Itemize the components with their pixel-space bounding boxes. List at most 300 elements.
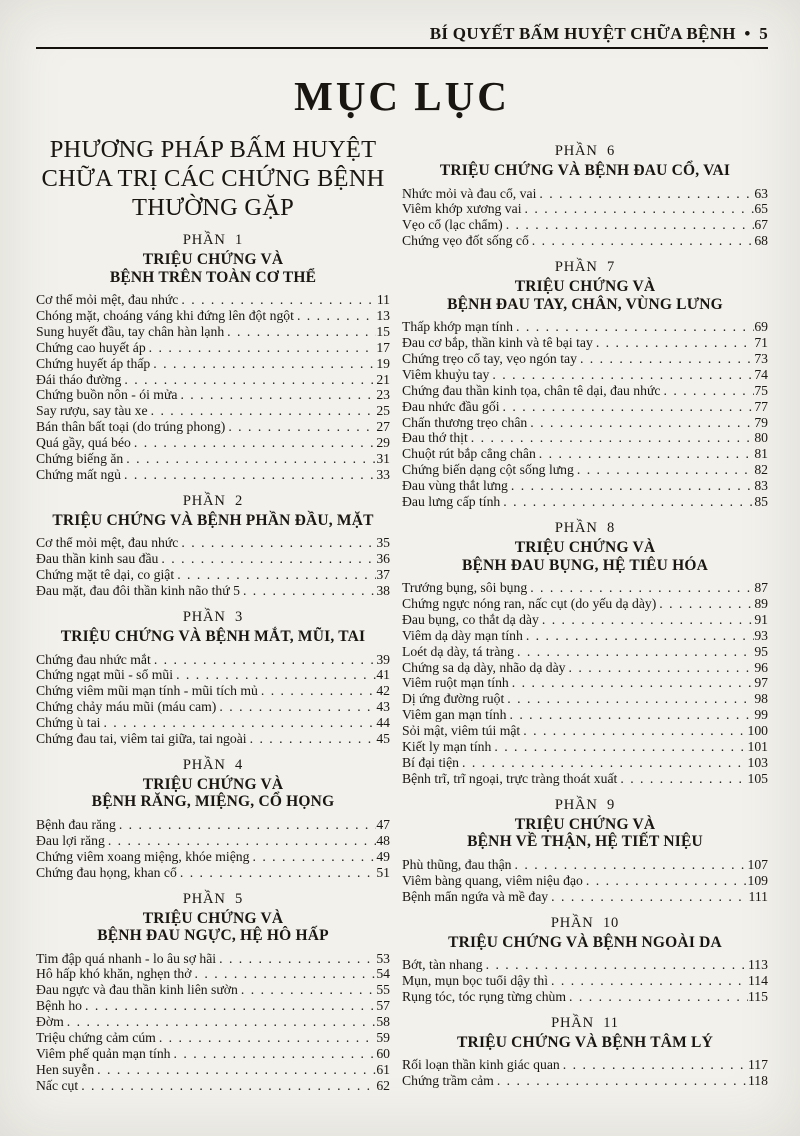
toc-entry-label: Chứng biến dạng cột sống lưng	[402, 462, 574, 478]
toc-entry-page: 21	[376, 371, 390, 387]
dot-leader	[177, 567, 376, 583]
toc-entry-label: Bệnh mẩn ngứa và mề đay	[402, 888, 549, 904]
dot-leader	[471, 430, 755, 446]
dot-leader	[506, 217, 755, 233]
part-label: PHẦN 5	[182, 890, 244, 907]
dot-leader	[530, 415, 754, 431]
toc-section	[402, 1015, 768, 1089]
toc-entry-label: Bán thân bất toại (do trúng phong)	[36, 419, 226, 435]
toc-columns	[36, 133, 768, 1094]
toc-section	[402, 797, 768, 905]
dot-leader	[124, 467, 376, 483]
toc-entry	[36, 731, 390, 747]
toc-entry-label: Sung huyết đầu, tay chân hàn lạnh	[36, 323, 225, 339]
toc-entry-label: Hen suyễn	[36, 1061, 95, 1077]
toc-entry-label: Mụn, mụn bọc tuổi dậy thì	[402, 972, 548, 988]
toc-entry-page: 100	[747, 723, 768, 739]
dot-leader	[241, 982, 376, 998]
dot-leader	[530, 580, 754, 596]
part-label: PHẦN 4	[182, 756, 244, 773]
dot-leader	[659, 596, 754, 612]
toc-entry-page: 103	[747, 754, 768, 770]
toc-entry	[402, 233, 768, 249]
section-title	[402, 162, 768, 180]
intro-heading	[36, 135, 390, 222]
toc-entry-page: 73	[754, 350, 768, 366]
toc-entry	[402, 973, 768, 989]
dot-leader	[515, 857, 748, 873]
section-title	[36, 910, 390, 945]
toc-section	[402, 143, 768, 249]
toc-entry-label: Cơ thể mỏi mệt, đau nhức	[36, 292, 179, 307]
toc-entry-page: 35	[376, 535, 390, 551]
dot-leader	[569, 989, 748, 1005]
toc-entry-label: Dị ứng đường ruột	[402, 691, 505, 707]
toc-entry	[36, 833, 390, 849]
toc-entry-label: Chứng chảy máu mũi (máu cam)	[36, 699, 217, 715]
toc-entry-page: 85	[754, 494, 768, 510]
toc-entry-page: 63	[754, 185, 768, 201]
toc-section	[402, 259, 768, 510]
section-title-line: TRIỆU CHỨNG VÀ	[514, 815, 656, 833]
toc-entry-page: 69	[754, 319, 768, 335]
toc-entry-page: 82	[754, 462, 768, 478]
dot-leader	[67, 1014, 377, 1030]
section-title	[36, 776, 390, 811]
toc-entry-label: Chứng ngực nóng ran, nấc cụt (do yếu dạ dày)	[402, 595, 657, 611]
toc-entry	[36, 551, 390, 567]
toc-entry-page: 11	[376, 292, 390, 307]
toc-entry-page: 97	[754, 675, 768, 691]
toc-entry-label: Bệnh trĩ, trĩ ngoại, trực tràng thoát xuất	[402, 770, 618, 786]
toc-entry-label: Nấc cụt	[36, 1077, 79, 1093]
dot-leader	[252, 849, 376, 865]
dot-leader	[124, 372, 376, 388]
dot-leader	[261, 683, 376, 699]
toc-entry	[36, 435, 390, 451]
dot-leader	[219, 951, 376, 967]
dot-leader	[539, 186, 754, 202]
toc-entry-label: Viêm bàng quang, viêm niệu đạo	[402, 872, 583, 888]
section-title-line: TRIỆU CHỨNG VÀ	[514, 278, 656, 296]
dot-leader	[108, 833, 377, 849]
toc-entry	[36, 372, 390, 388]
toc-entry-page: 51	[376, 864, 390, 880]
dot-leader	[525, 201, 755, 217]
toc-entry-label: Hô hấp khó khăn, nghẹn thở	[36, 966, 192, 982]
toc-entry-label: Chứng viêm mũi mạn tính - mũi tích mủ	[36, 683, 258, 699]
toc-entry	[402, 415, 768, 431]
toc-entry-page: 19	[376, 355, 390, 371]
dot-leader	[497, 1073, 748, 1089]
toc-entry-page: 114	[747, 972, 768, 988]
toc-entry-page: 67	[754, 217, 768, 233]
dot-leader	[486, 957, 748, 973]
toc-entry-label: Bớt, tàn nhang	[402, 957, 483, 972]
toc-entry-page: 75	[754, 382, 768, 398]
section-title	[402, 934, 768, 952]
toc-entry-label: Rối loạn thần kinh giác quan	[402, 1057, 560, 1073]
dot-leader	[580, 351, 754, 367]
toc-entry-page: 55	[376, 982, 390, 998]
section-title	[36, 628, 390, 646]
toc-entry-page: 42	[376, 683, 390, 699]
toc-entry	[402, 739, 768, 755]
section-title-line: TRIỆU CHỨNG VÀ BỆNH PHẦN ĐẦU, MẶT	[52, 511, 374, 529]
toc-entry-page: 59	[376, 1030, 390, 1046]
toc-entry-label: Triệu chứng cảm cúm	[36, 1030, 156, 1046]
toc-entry	[36, 567, 390, 583]
part-label: PHẦN 1	[182, 232, 244, 248]
toc-entry	[36, 1078, 390, 1094]
dot-leader	[219, 699, 376, 715]
intro-heading-line: THƯỜNG GẶP	[132, 194, 294, 221]
toc-entry	[402, 319, 768, 335]
toc-entry	[402, 889, 768, 905]
page-title: MỤC LỤC	[294, 73, 510, 119]
toc-entry-label: Viêm phế quản mạn tính	[36, 1046, 171, 1061]
toc-entry	[402, 446, 768, 462]
toc-entry	[402, 873, 768, 889]
dot-leader	[507, 691, 754, 707]
toc-entry-page: 36	[376, 551, 390, 567]
toc-entry	[36, 387, 390, 403]
section-title	[402, 1034, 768, 1052]
toc-entry	[402, 771, 768, 787]
toc-entry	[36, 1014, 390, 1030]
dot-leader	[97, 1062, 376, 1078]
dot-leader	[664, 383, 755, 399]
toc-entry-page: 45	[376, 731, 390, 747]
dot-leader	[523, 723, 747, 739]
toc-entry	[36, 419, 390, 435]
toc-entry	[402, 596, 768, 612]
section-title-line: BỆNH ĐAU NGỰC, HỆ HÔ HẤP	[97, 927, 329, 945]
toc-entry	[36, 699, 390, 715]
dot-leader	[512, 675, 755, 691]
intro-heading-line: CHỮA TRỊ CÁC CHỨNG BỆNH	[41, 165, 385, 192]
toc-entry-label: Chuột rút bắp cẳng chân	[402, 446, 536, 462]
toc-entry	[36, 403, 390, 419]
dot-leader	[149, 340, 377, 356]
section-title-line: TRIỆU CHỨNG VÀ	[142, 251, 284, 268]
part-label: PHẦN 7	[554, 259, 616, 276]
toc-entry	[36, 324, 390, 340]
toc-entry-label: Chứng trầm cảm	[402, 1073, 494, 1089]
toc-entry-page: 43	[376, 699, 390, 715]
dot-leader	[181, 292, 376, 308]
toc-entry-label: Rụng tóc, tóc rụng từng chùm	[402, 988, 567, 1004]
toc-entry-page: 38	[376, 583, 390, 599]
dot-leader	[81, 1078, 376, 1094]
section-title	[36, 512, 390, 530]
toc-entry	[36, 583, 390, 599]
dot-leader	[494, 739, 747, 755]
part-label: PHẦN 3	[182, 609, 244, 625]
toc-entry-label: Vẹo cổ (lạc chẩm)	[402, 217, 503, 233]
dot-leader	[195, 966, 377, 982]
toc-entry-page: 54	[376, 966, 390, 982]
toc-entry	[36, 683, 390, 699]
toc-entry-label: Cơ thể mỏi mệt, đau nhức	[36, 535, 179, 551]
toc-entry	[402, 494, 768, 510]
running-header-book-title: BÍ QUYẾT BẤM HUYỆT CHỮA BỆNH	[429, 24, 736, 43]
toc-entry-page: 115	[747, 988, 768, 1004]
toc-entry	[402, 660, 768, 676]
toc-entry-label: Chứng huyết áp thấp	[36, 355, 151, 371]
part-label: PHẦN 6	[554, 143, 616, 159]
toc-entry-page: 17	[376, 339, 390, 355]
toc-entry-page: 80	[754, 430, 768, 446]
part-label: PHẦN 8	[554, 520, 616, 536]
toc-entry-page: 60	[376, 1046, 390, 1061]
toc-entry-page: 81	[754, 446, 768, 462]
toc-entry-label: Sỏi mật, viêm túi mật	[402, 723, 521, 739]
section-title-line: TRIỆU CHỨNG VÀ BỆNH TÂM LÝ	[457, 1033, 713, 1051]
toc-section	[36, 757, 390, 881]
toc-entry-page: 15	[376, 323, 390, 339]
toc-entry-page: 79	[754, 414, 768, 430]
toc-entry	[402, 723, 768, 739]
section-title-line: TRIỆU CHỨNG VÀ	[142, 775, 284, 793]
dot-leader	[159, 1030, 377, 1046]
toc-entry-label: Chứng đau tai, viêm tai giữa, tai ngoài	[36, 731, 247, 747]
part-label: PHẦN 11	[551, 1014, 619, 1031]
toc-entry	[402, 462, 768, 478]
toc-entry-label: Chứng ù tai	[36, 715, 101, 731]
toc-entry	[36, 982, 390, 998]
section-title	[402, 816, 768, 851]
toc-entry	[402, 755, 768, 771]
toc-entry	[402, 367, 768, 383]
toc-entry-label: Thấp khớp mạn tính	[402, 319, 514, 335]
dot-leader	[180, 865, 376, 881]
toc-entry	[36, 451, 390, 467]
dot-leader	[492, 367, 754, 383]
toc-entry	[402, 707, 768, 723]
toc-entry	[402, 1057, 768, 1073]
dot-leader	[85, 998, 376, 1014]
toc-entry-page: 107	[747, 856, 768, 872]
toc-entry-label: Chứng đau nhức mắt	[36, 651, 151, 667]
toc-entry-page: 105	[747, 770, 768, 786]
dot-leader	[462, 755, 747, 771]
section-title-line: BỆNH VỀ THẬN, HỆ TIẾT NIỆU	[467, 833, 703, 851]
toc-entry-label: Đờm	[36, 1014, 64, 1030]
toc-section	[36, 891, 390, 1094]
toc-entry-label: Bí đại tiện	[402, 754, 460, 770]
toc-entry	[402, 351, 768, 367]
toc-column-left	[36, 133, 390, 1094]
section-title-line: BỆNH RĂNG, MIỆNG, CỔ HỌNG	[91, 793, 335, 811]
toc-entry	[402, 335, 768, 351]
toc-entry-label: Viêm khớp xương vai	[402, 201, 522, 217]
toc-entry	[402, 612, 768, 628]
dot-leader	[503, 494, 754, 510]
toc-entry-label: Chứng biếng ăn	[36, 451, 124, 467]
toc-entry	[36, 356, 390, 372]
toc-entry	[36, 340, 390, 356]
toc-entry-label: Say rượu, say tàu xe	[36, 403, 148, 419]
toc-entry	[402, 957, 768, 973]
toc-entry	[36, 966, 390, 982]
toc-entry-label: Chứng cao huyết áp	[36, 339, 146, 355]
toc-entry-page: 91	[754, 611, 768, 627]
toc-entry-page: 93	[754, 627, 768, 643]
running-header	[36, 24, 768, 49]
dot-leader	[539, 446, 755, 462]
section-title	[36, 251, 390, 286]
toc-entry-page: 47	[376, 816, 390, 832]
section-title-line: TRIỆU CHỨNG VÀ	[514, 539, 656, 556]
toc-entry-page: 33	[376, 466, 390, 482]
toc-entry-page: 29	[376, 435, 390, 451]
toc-entry	[36, 1030, 390, 1046]
toc-entry-label: Viêm gan mạn tính	[402, 707, 507, 723]
toc-entry	[402, 580, 768, 596]
toc-entry-page: 44	[376, 715, 390, 731]
toc-entry-page: 57	[376, 998, 390, 1014]
part-label: PHẦN 9	[554, 796, 616, 813]
toc-entry-page: 96	[754, 659, 768, 675]
toc-entry-page: 118	[747, 1073, 768, 1089]
toc-entry	[36, 998, 390, 1014]
toc-entry-page: 37	[376, 567, 390, 583]
toc-entry	[402, 628, 768, 644]
dot-leader	[103, 715, 376, 731]
toc-entry-page: 99	[754, 707, 768, 723]
toc-entry-page: 48	[376, 832, 390, 848]
intro-heading-line: PHƯƠNG PHÁP BẤM HUYỆT	[49, 136, 377, 163]
toc-entry-page: 39	[376, 651, 390, 667]
toc-entry	[36, 817, 390, 833]
toc-entry-label: Trướng bụng, sôi bụng	[402, 580, 528, 595]
toc-entry	[402, 201, 768, 217]
toc-entry-page: 62	[376, 1077, 390, 1093]
toc-entry-label: Đái tháo đường	[36, 371, 122, 387]
toc-entry	[36, 467, 390, 483]
toc-section	[402, 915, 768, 1005]
toc-entry-label: Bệnh đau răng	[36, 816, 116, 832]
toc-entry	[402, 478, 768, 494]
toc-section	[402, 520, 768, 787]
toc-entry-page: 113	[747, 957, 768, 972]
dot-leader	[227, 324, 376, 340]
toc-section	[36, 609, 390, 747]
dot-leader	[516, 319, 754, 335]
toc-entry-label: Phù thũng, đau thận	[402, 856, 512, 872]
toc-entry-page: 65	[754, 201, 768, 217]
toc-entry-page: 49	[376, 848, 390, 864]
dot-leader	[126, 451, 376, 467]
toc-entry-label: Chóng mặt, choáng váng khi đứng lên đột ngột	[36, 307, 294, 323]
section-title-line: BỆNH ĐAU BỤNG, HỆ TIÊU HÓA	[461, 556, 709, 574]
dot-leader	[134, 435, 376, 451]
toc-entry-page: 68	[754, 233, 768, 249]
toc-entry	[36, 667, 390, 683]
toc-entry-page: 98	[754, 691, 768, 707]
toc-entry	[402, 644, 768, 660]
section-title-line: TRIỆU CHỨNG VÀ BỆNH NGOÀI DA	[448, 933, 722, 951]
toc-entry-page: 71	[754, 335, 768, 351]
toc-entry-label: Tim đập quá nhanh - lo âu sợ hãi	[36, 950, 217, 966]
toc-entry-page: 25	[376, 403, 390, 419]
toc-entry	[36, 1062, 390, 1078]
toc-entry-label: Đau nhức đầu gối	[402, 398, 500, 414]
toc-entry-page: 87	[754, 580, 768, 595]
toc-entry-label: Bệnh ho	[36, 998, 83, 1014]
dot-leader	[551, 889, 748, 905]
toc-entry-label: Kiết ly mạn tính	[402, 739, 492, 755]
toc-entry-page: 58	[376, 1014, 390, 1030]
dot-leader	[577, 462, 754, 478]
toc-entry-label: Chứng mặt tê dại, co giật	[36, 567, 175, 583]
toc-entry-page: 23	[376, 387, 390, 403]
toc-entry	[36, 308, 390, 324]
toc-entry-page: 41	[376, 667, 390, 683]
toc-entry	[402, 186, 768, 202]
dot-leader	[119, 817, 376, 833]
section-title-line: BỆNH ĐAU TAY, CHÂN, VÙNG LƯNG	[447, 295, 723, 313]
toc-entry	[36, 715, 390, 731]
toc-entry	[402, 1073, 768, 1089]
toc-section	[36, 232, 390, 483]
toc-entry-label: Đau lợi răng	[36, 832, 105, 848]
dot-leader	[551, 973, 748, 989]
dot-leader	[517, 644, 754, 660]
dot-leader	[153, 356, 376, 372]
toc-entry	[402, 430, 768, 446]
toc-entry-label: Chứng mất ngủ	[36, 466, 121, 482]
section-title	[402, 539, 768, 574]
dot-leader	[532, 233, 755, 249]
toc-entry-label: Chấn thương trẹo chân	[402, 414, 528, 430]
toc-entry-label: Đau mặt, đau đôi thần kinh não thứ 5	[36, 583, 240, 599]
toc-entry-label: Đau ngực và đau thần kinh liên sườn	[36, 982, 238, 998]
dot-leader	[596, 335, 754, 351]
toc-entry-label: Chứng đau thần kinh tọa, chân tê dại, đau nhức	[402, 382, 661, 398]
toc-entry	[402, 399, 768, 415]
section-title-line: TRIỆU CHỨNG VÀ BỆNH ĐAU CỔ, VAI	[439, 162, 731, 179]
toc-entry	[36, 849, 390, 865]
toc-entry-page: 117	[747, 1057, 768, 1073]
toc-entry	[36, 652, 390, 668]
toc-entry-page: 31	[376, 451, 390, 467]
toc-entry-page: 74	[754, 366, 768, 382]
dot-leader	[243, 583, 376, 599]
toc-entry	[36, 292, 390, 308]
dot-leader	[542, 612, 754, 628]
toc-entry-page: 109	[747, 872, 768, 888]
toc-entry	[36, 1046, 390, 1062]
dot-leader	[511, 478, 754, 494]
toc-entry	[402, 675, 768, 691]
toc-entry-page: 13	[376, 307, 390, 323]
toc-column-right	[402, 133, 768, 1094]
toc-entry-label: Viêm ruột mạn tính	[402, 675, 509, 691]
bullet-separator: •	[744, 24, 751, 43]
toc-entry-label: Đau vùng thắt lưng	[402, 478, 508, 494]
dot-leader	[161, 551, 376, 567]
toc-entry-label: Viêm dạ dày mạn tính	[402, 627, 523, 643]
toc-entry-page: 101	[747, 739, 768, 755]
toc-entry-page: 77	[754, 398, 768, 414]
section-title	[402, 278, 768, 313]
dot-leader	[250, 731, 377, 747]
toc-entry	[402, 383, 768, 399]
toc-entry-label: Chứng trẹo cổ tay, vẹo ngón tay	[402, 350, 577, 366]
toc-entry-label: Chứng ngạt mũi - sổ mũi	[36, 667, 174, 683]
